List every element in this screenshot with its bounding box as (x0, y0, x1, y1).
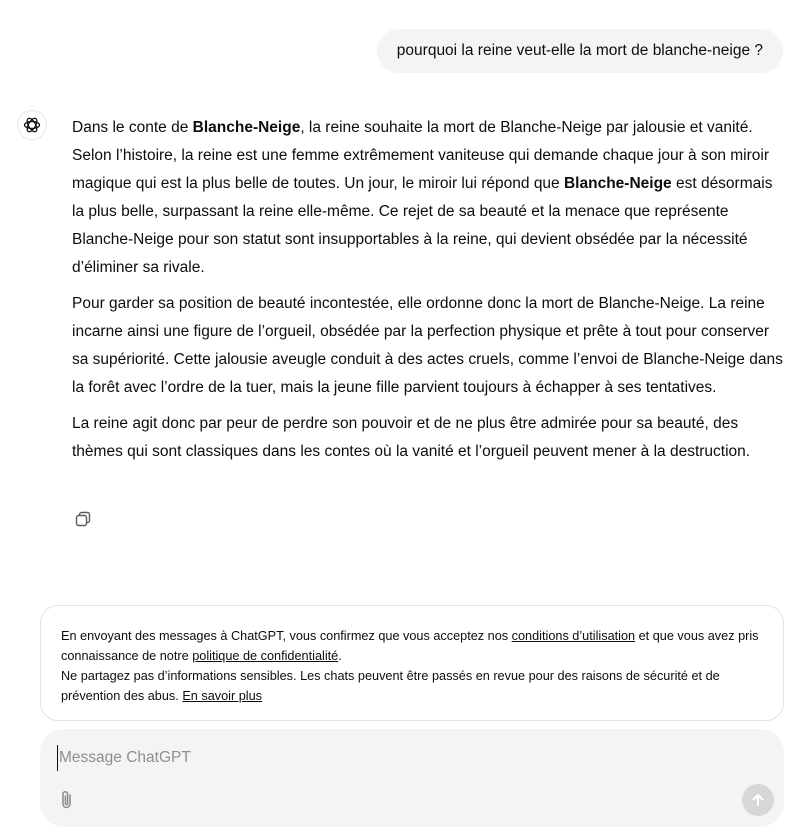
arrow-up-icon (750, 792, 766, 808)
user-message-text: pourquoi la reine veut-elle la mort de blanche-neige ? (396, 42, 763, 59)
copy-icon (75, 511, 91, 527)
disclaimer-text: et que vous avez pris connaissance de notre (61, 629, 759, 663)
paragraph-text: , la reine souhaite la mort de Blanche-Neige par jalousie et vanité. Selon l’histoire, la reine est une femme extrêmement vaniteuse qui demande chaque jour à son miroir magique qui est la plus belle de toutes. Un jour, le miroir lui répond que (72, 119, 770, 192)
disclaimer-text: . (338, 649, 342, 663)
disclaimer-text: En envoyant des messages à ChatGPT, vous confirmez que vous acceptez nos (61, 629, 512, 643)
message-input[interactable] (57, 745, 719, 771)
send-button[interactable] (742, 784, 774, 816)
bold-text: Blanche-Neige (563, 175, 672, 192)
terms-link[interactable]: conditions d’utilisation (511, 629, 636, 643)
assistant-paragraph (72, 114, 787, 282)
bold-text: Blanche-Neige (192, 119, 301, 136)
disclaimer-text: Ne partagez pas d’informations sensibles. Les chats peuvent être passés en revue pour des raisons de sécurité et de prévention des abus. (61, 669, 720, 703)
copy-button[interactable] (72, 508, 94, 530)
disclaimer-line-1 (61, 626, 767, 666)
assistant-avatar (17, 110, 47, 140)
user-message-bubble (377, 29, 783, 73)
paragraph-text: Dans le conte de (72, 119, 193, 136)
disclaimer-line-2 (61, 666, 767, 706)
openai-logo-icon (22, 115, 42, 135)
message-composer (40, 729, 784, 827)
assistant-message (72, 114, 787, 474)
assistant-paragraph: La reine agit donc par peur de perdre son pouvoir et de ne plus être admirée pour sa beauté, des thèmes qui sont classiques dans les contes où la vanité et l’orgueil peuvent mener à la destruction. (72, 415, 751, 460)
disclaimer-box (40, 605, 784, 721)
paperclip-icon (59, 789, 75, 811)
assistant-paragraph: Pour garder sa position de beauté incontestée, elle ordonne donc la mort de Blanche-Neige. La reine incarne ainsi une figure de l’orgueil, obsédée par la perfection physique et prête à tout pour conserver sa supériorité. Cette jalousie aveugle conduit à des actes cruels, comme l’envoi de Blanche-Neige dans la forêt avec l’ordre de la tuer, mais la jeune fille parvient toujours à échapper à ses tentatives. (72, 295, 783, 396)
paragraph-text: est désormais la plus belle, surpassant la reine elle-même. Ce rejet de sa beauté et la menace que représente Blanche-Neige pour son statut sont insupportables à la reine, qui devient obsédée par la nécessité d’éliminer sa rivale. (72, 175, 773, 276)
privacy-link[interactable]: politique de confidentialité (192, 649, 339, 663)
learn-more-link[interactable]: En savoir plus (182, 689, 263, 703)
attach-button[interactable] (56, 787, 78, 813)
